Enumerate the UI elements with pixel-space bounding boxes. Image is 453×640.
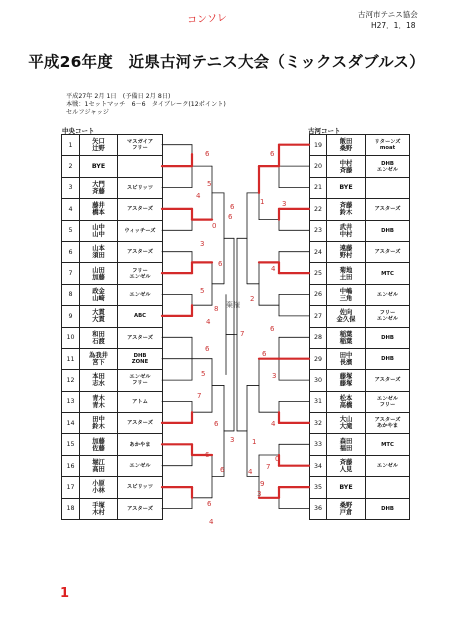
player-names: 田中 鈴木 <box>80 413 118 434</box>
player-names: 山本 須田 <box>80 241 118 262</box>
score-mark: 5 <box>200 287 205 295</box>
player-names: 稲葉 稲葉 <box>327 327 366 348</box>
draw-number: 3 <box>62 177 80 198</box>
draw-number: 16 <box>62 455 80 476</box>
left-court-label: 中央コート <box>62 127 95 135</box>
club-name: DHB <box>366 220 410 241</box>
club-name: ウィッチーズ <box>118 220 163 241</box>
player-names: 菊地 土田 <box>327 263 366 284</box>
score-mark: 3 <box>282 200 287 208</box>
score-mark: 3 <box>257 490 262 498</box>
club-name: エンゼル <box>118 455 163 476</box>
club-name: アスターズ <box>118 327 163 348</box>
club-name: DHB エンゼル <box>366 156 410 177</box>
club-name: エンゼル <box>118 284 163 305</box>
player-names: 加藤 佐藤 <box>80 434 118 455</box>
doc-code: H27．1．18 <box>371 21 416 30</box>
draw-number: 29 <box>310 348 327 369</box>
club-name: DHB <box>366 327 410 348</box>
club-name: フリー エンゼル <box>366 306 410 327</box>
player-names: 佐向 金久保 <box>327 306 366 327</box>
draw-number: 31 <box>310 391 327 412</box>
draw-number: 12 <box>62 370 80 391</box>
draw-number: 15 <box>62 434 80 455</box>
draw-number: 17 <box>62 477 80 498</box>
player-names: 小原 小林 <box>80 477 118 498</box>
player-names: 堀江 高田 <box>80 455 118 476</box>
score-mark: 6 <box>207 500 212 508</box>
draw-number: 27 <box>310 306 327 327</box>
score-mark: 7 <box>197 392 202 400</box>
score-mark: 6 <box>220 466 225 474</box>
score-mark: 3 <box>230 436 235 444</box>
right-court-label: 古河コート <box>308 127 341 135</box>
player-names: 藤塚 藤塚 <box>327 370 366 391</box>
club-name: エンゼル <box>366 455 410 476</box>
score-mark: 3 <box>272 372 277 380</box>
player-names: 為我井 宮下 <box>80 348 118 369</box>
draw-number: 24 <box>310 241 327 262</box>
player-names: 大門 斉藤 <box>80 177 118 198</box>
score-mark: 6 <box>270 325 275 333</box>
draw-number: 23 <box>310 220 327 241</box>
score-mark: 6 <box>205 345 210 353</box>
draw-number: 25 <box>310 263 327 284</box>
player-names: 矢口 辻野 <box>80 135 118 156</box>
score-mark: 0 <box>212 222 217 230</box>
draw-number: 13 <box>62 391 80 412</box>
draw-number: 28 <box>310 327 327 348</box>
club-name: DHB <box>366 498 410 519</box>
player-names: BYE <box>327 477 366 498</box>
club-name: スピリッツ <box>118 177 163 198</box>
draw-number: 8 <box>62 284 80 305</box>
draw-number: 36 <box>310 498 327 519</box>
player-names: 斉藤 鈴木 <box>327 199 366 220</box>
player-names: 和田 石渡 <box>80 327 118 348</box>
player-names: 斉藤 人見 <box>327 455 366 476</box>
score-mark: 4 <box>271 420 276 428</box>
score-mark: 8 <box>214 305 219 313</box>
player-names: 桑野 戸倉 <box>327 498 366 519</box>
club-name: アスターズ <box>366 241 410 262</box>
player-names: 青木 青木 <box>80 391 118 412</box>
score-mark: 6 <box>262 350 267 358</box>
club-name: アスターズ <box>118 241 163 262</box>
player-names: 藤井 橋本 <box>80 199 118 220</box>
score-mark: 4 <box>196 192 201 200</box>
score-mark: 5 <box>207 180 212 188</box>
handwritten-note: コンソレ <box>186 12 228 27</box>
score-mark: 7 <box>240 330 245 338</box>
club-name: エンゼル フリー <box>118 370 163 391</box>
player-names: 松本 高橋 <box>327 391 366 412</box>
club-name: アスターズ <box>118 413 163 434</box>
draw-number: 33 <box>310 434 327 455</box>
score-mark: 4 <box>248 468 253 476</box>
player-names: 中村 斉藤 <box>327 156 366 177</box>
player-names: 大貫 大貫 <box>80 306 118 327</box>
draw-number: 26 <box>310 284 327 305</box>
score-mark: 4 <box>209 518 214 526</box>
draw-number: 30 <box>310 370 327 391</box>
draw-number: 5 <box>62 220 80 241</box>
center-note: 棄権 <box>226 301 240 309</box>
score-mark: 3 <box>200 240 205 248</box>
player-names: BYE <box>327 177 366 198</box>
score-mark: 6 <box>228 213 233 221</box>
score-mark: 6 <box>270 150 275 158</box>
score-mark: 7 <box>266 463 271 471</box>
page-title: 平成26年度 近県古河テニス大会（ミックスダブルス） <box>28 53 425 71</box>
score-mark: 0 <box>275 455 280 463</box>
player-names: 政金 山崎 <box>80 284 118 305</box>
draw-number: 4 <box>62 199 80 220</box>
player-names: 大山 大滝 <box>327 413 366 434</box>
club-name: アスターズ <box>118 199 163 220</box>
player-names: 中嶋 三角 <box>327 284 366 305</box>
score-mark: 6 <box>205 150 210 158</box>
club-name: エンゼル <box>366 284 410 305</box>
score-mark: 4 <box>271 265 276 273</box>
player-names: 手塚 木村 <box>80 498 118 519</box>
club-name: アスターズ <box>118 498 163 519</box>
player-names: BYE <box>80 156 118 177</box>
score-mark: 6 <box>205 451 210 459</box>
player-names: 田中 長濱 <box>327 348 366 369</box>
club-name: スピリッツ <box>118 477 163 498</box>
draw-number: 1 <box>62 135 80 156</box>
draw-number: 22 <box>310 199 327 220</box>
bottom-mark: 1 <box>60 586 70 601</box>
club-name: MTC <box>366 434 410 455</box>
club-name: エンゼル フリー <box>366 391 410 412</box>
club-name: フリー エンゼル <box>118 263 163 284</box>
draw-number: 2 <box>62 156 80 177</box>
player-names: 飯田 桑野 <box>327 135 366 156</box>
player-names: 山中 山中 <box>80 220 118 241</box>
draw-number: 14 <box>62 413 80 434</box>
score-mark: 1 <box>260 198 265 206</box>
club-name: DHB <box>366 348 410 369</box>
score-mark: 6 <box>230 203 235 211</box>
player-names: 遠藤 野村 <box>327 241 366 262</box>
match-format: 本戦：1セットマッチ 6－6 タイブレーク(12ポイント) <box>66 101 226 108</box>
event-date: 平成27年 2月 1日 (予備日 2月 8日) <box>66 93 171 100</box>
draw-number: 20 <box>310 156 327 177</box>
score-mark: 5 <box>201 370 206 378</box>
draw-number: 7 <box>62 263 80 284</box>
score-mark: 2 <box>250 295 255 303</box>
draw-number: 6 <box>62 241 80 262</box>
score-mark: 6 <box>218 260 223 268</box>
club-name: MTC <box>366 263 410 284</box>
player-names: 武井 中村 <box>327 220 366 241</box>
score-mark: 4 <box>206 318 211 326</box>
player-names: 本田 志水 <box>80 370 118 391</box>
score-mark: 6 <box>214 420 219 428</box>
club-name: アスターズ あかやま <box>366 413 410 434</box>
draw-number: 11 <box>62 348 80 369</box>
org-name: 古河市テニス協会 <box>358 10 418 19</box>
draw-number: 9 <box>62 306 80 327</box>
club-name: DHB ZONE <box>118 348 163 369</box>
draw-number: 35 <box>310 477 327 498</box>
player-names: 山田 加藤 <box>80 263 118 284</box>
club-name: アトム <box>118 391 163 412</box>
draw-number: 10 <box>62 327 80 348</box>
draw-number: 18 <box>62 498 80 519</box>
draw-number: 32 <box>310 413 327 434</box>
draw-number: 21 <box>310 177 327 198</box>
draw-number: 34 <box>310 455 327 476</box>
club-name: ABC <box>118 306 163 327</box>
draw-number: 19 <box>310 135 327 156</box>
club-name: アスターズ <box>366 199 410 220</box>
club-name: マスガイア フリー <box>118 135 163 156</box>
score-mark: 1 <box>252 438 257 446</box>
club-name: リターンズ moat <box>366 135 410 156</box>
club-name: あかやま <box>118 434 163 455</box>
score-mark: 9 <box>260 480 265 488</box>
club-name: アスターズ <box>366 370 410 391</box>
player-names: 森田 福田 <box>327 434 366 455</box>
judging-rule: セルフジャッジ <box>66 109 109 116</box>
